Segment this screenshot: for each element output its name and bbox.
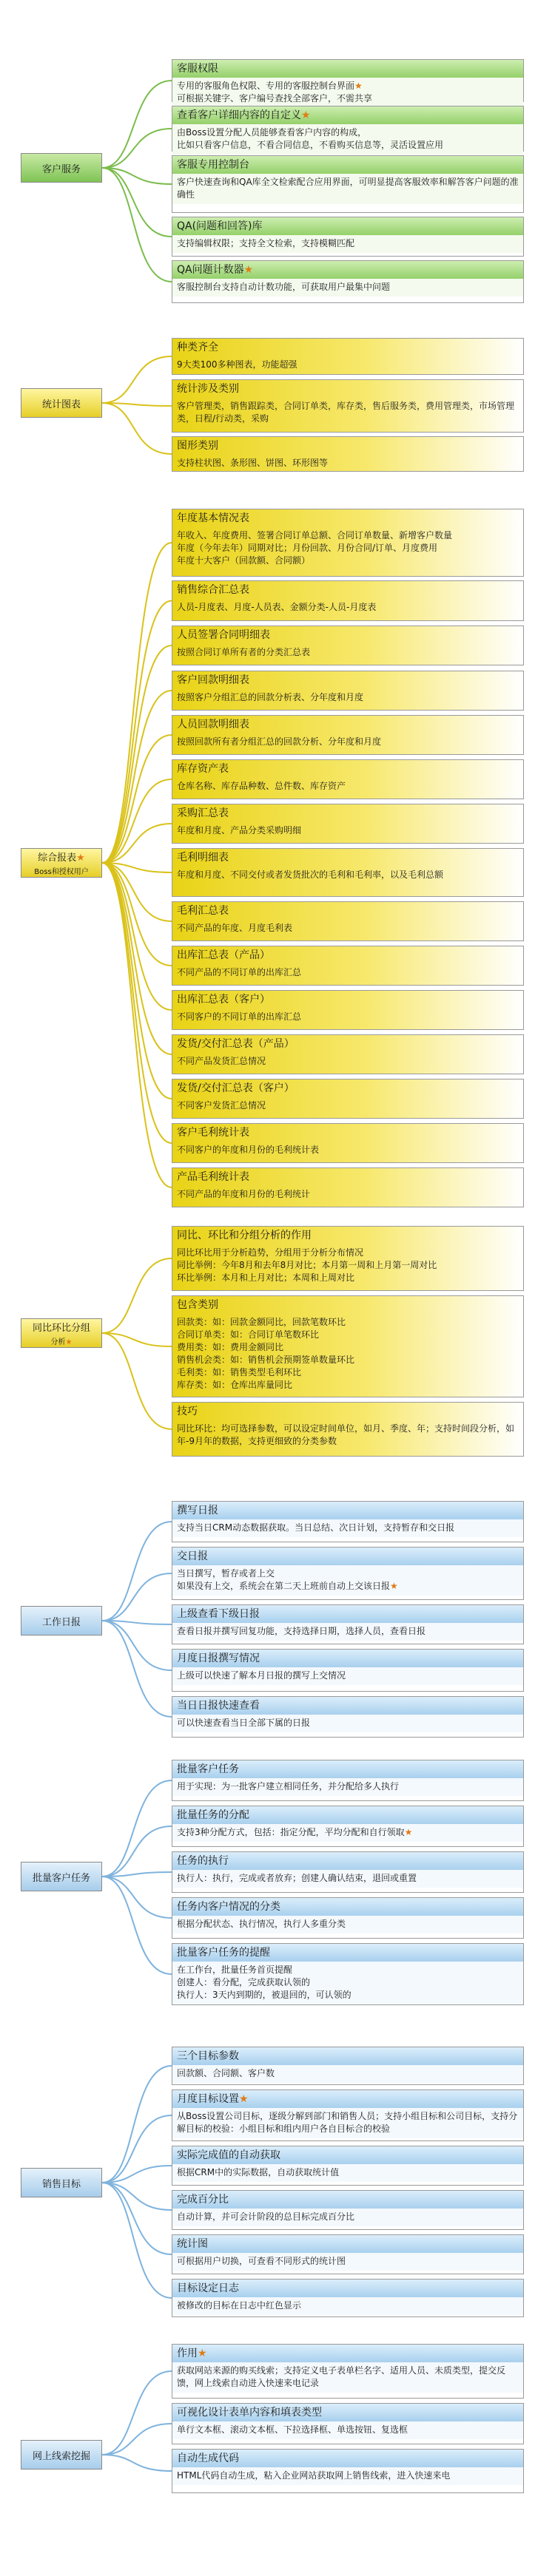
topic-detail: 专用的客服角色权限、专用的客服控制台界面★ 可根据关键字、客户编号查找全部客户，不需共享 — [172, 78, 523, 108]
topic-detail: 不同客户发货汇总情况 — [177, 1100, 266, 1111]
connector-line — [102, 1877, 172, 1974]
topic-node[interactable] — [172, 1402, 524, 1457]
topic-title: 任务内客户情况的分类 — [172, 1898, 523, 1916]
topic-title: 毛利明细表 — [177, 852, 229, 864]
topic-node[interactable] — [172, 990, 524, 1030]
topic-detail: 支持当日CRM动态数据获取。当日总结、次日计划，支持暂存和交日报 — [172, 1519, 523, 1537]
topic-detail: 根据分配状态、执行情况，执行人多重分类 — [172, 1916, 523, 1933]
topic-detail: 在工作台，批量任务首页提醒 创建人：看分配，完成获取认领的 执行人：3天内到期的，被退回的，可认领的 — [172, 1962, 523, 2004]
topic-title: 客户回款明细表 — [177, 674, 249, 686]
topic-title: 出库汇总表（客户） — [177, 994, 270, 1006]
topic-detail: 执行人：执行，完成或者放弃；创建人确认结束，退回或重置 — [172, 1870, 523, 1888]
topic-node[interactable] — [172, 1897, 524, 1939]
topic-node[interactable] — [172, 1034, 524, 1074]
connector-line — [102, 735, 172, 863]
topic-detail: 年度和月度、不同交付或者发货批次的毛利和毛利率，以及毛利总额 — [177, 870, 444, 880]
connector-line — [102, 1621, 172, 1670]
connector-line — [102, 1780, 172, 1877]
topic-node[interactable] — [172, 338, 524, 375]
root-label: 同比环比分组 — [32, 1323, 90, 1334]
root-label: 综合报表★ — [38, 853, 85, 864]
topic-detail: 不同客户的不同订单的出库汇总 — [177, 1011, 302, 1022]
topic-node[interactable] — [172, 671, 524, 711]
topic-detail: 同比环比用于分析趋势，分组用于分析分布情况 同比举例：今年8月和去年8月对比；本月第一周和上月第一周对比 环比举例：本月和上月对比；本周和上周对比 — [177, 1247, 437, 1283]
topic-node[interactable] — [172, 106, 524, 152]
topic-detail: 回款类：如：回款金额同比，回款笔数环比 合同订单类：如：合同订单笔数环比 费用类：如：费用金额同比 销售机会类：如：销售机会预期签单数量环比 毛利类：如：销售类型毛利环比 库存类：如：仓库出库量同比 — [177, 1317, 355, 1390]
topic-detail: 仓库名称、库存品种数、总件数、库存资产 — [177, 781, 346, 791]
topic-node[interactable] — [172, 1943, 524, 2005]
topic-detail: 获取网站来源的购买线索；支持定义电子表单栏名字、适用人员、未质类型，提交反馈，网上线索自动进入快速来电记录 — [172, 2362, 523, 2393]
topic-node[interactable] — [172, 217, 524, 257]
connector-line — [102, 2183, 172, 2254]
topic-detail: 由Boss设置分配人员能够查看客户内容的构成， 比如只看客户信息，不看合同信息，不看购买信息等，灵活设置应用 — [172, 124, 523, 155]
topic-title: 撰写日报 — [172, 1502, 523, 1519]
star-icon: ★ — [354, 81, 363, 91]
topic-node[interactable] — [172, 2449, 524, 2493]
topic-detail: 单行文本框、滚动文本框、下拉选择框、单选按钮、复选框 — [172, 2421, 523, 2439]
topic-title: 批量客户任务 — [172, 1760, 523, 1778]
root-label: 统计图表 — [41, 399, 81, 410]
topic-node[interactable] — [172, 2279, 524, 2317]
topic-detail: 上级可以快速了解本月日报的撰写上交情况 — [172, 1667, 523, 1685]
topic-detail: HTML代码自动生成，粘入企业网站获取网上销售线索，进入快速来电 — [172, 2467, 523, 2485]
root-label: 客户服务 — [41, 163, 81, 175]
connector-line — [102, 863, 172, 1010]
topic-detail: 支持柱状图、条形图、饼图、环形图等 — [177, 458, 329, 468]
topic-node[interactable] — [172, 946, 524, 986]
connector-line — [102, 1522, 172, 1621]
topic-detail: 客服控制台支持自动计数功能，可获取用户最集中问题 — [172, 279, 523, 296]
topic-node[interactable] — [172, 1295, 524, 1397]
topic-title: 人员签署合同明细表 — [177, 629, 270, 641]
root-node[interactable] — [21, 848, 102, 878]
star-icon: ★ — [198, 2348, 207, 2359]
topic-title: 任务的执行 — [172, 1852, 523, 1870]
connector-line — [102, 403, 172, 454]
topic-title: QA(问题和回答)库 — [172, 217, 523, 235]
topic-node[interactable] — [172, 1079, 524, 1119]
topic-detail: 9大类100多种图表，功能超强 — [177, 359, 297, 370]
root-sublabel: Boss和授权用户 — [34, 868, 89, 876]
topic-node[interactable] — [172, 1851, 524, 1893]
topic-detail: 按照回款所有者分组汇总的回款分析、分年度和月度 — [177, 736, 382, 747]
connector-line — [102, 1258, 172, 1333]
topic-node[interactable] — [172, 59, 524, 102]
topic-detail: 不同产品的年度、月度毛利表 — [177, 923, 293, 933]
connector-line — [102, 2371, 172, 2455]
topic-detail: 同比环比：均可选择参数，可以设定时间单位，如月、季度、年；支持时间段分析，如年-9月年的数据，支持更细致的分类参数 — [177, 1423, 515, 1446]
topic-title: 发货/交付汇总表（产品） — [177, 1038, 295, 1050]
topic-detail: 客户快速查询和QA库全文检索配合应用界面，可明显提高客服效率和解答客户问题的准确性 — [172, 174, 523, 204]
topic-title: 发货/交付汇总表（客户） — [177, 1082, 295, 1094]
topic-title: 库存资产表 — [177, 763, 229, 775]
root-node[interactable] — [21, 2168, 102, 2197]
topic-node[interactable] — [172, 1604, 524, 1644]
topic-node[interactable] — [172, 436, 524, 472]
topic-node[interactable] — [172, 1696, 524, 1738]
topic-node[interactable] — [172, 1806, 524, 1847]
topic-node[interactable] — [172, 580, 524, 621]
connector-line — [102, 2424, 172, 2455]
topic-title: 统计图 — [172, 2235, 523, 2253]
star-icon: ★ — [404, 1827, 413, 1837]
topic-title: 统计涉及类别 — [177, 383, 239, 395]
topic-node[interactable] — [172, 2190, 524, 2230]
topic-detail: 年收入、年度费用、签署合同订单总额、合同订单数量、新增客户数量 年度（今年去年）同期对比；月份回款、月份合同/订单、月度费用 年度十大客户（回款额、合同额） — [177, 530, 453, 566]
connector-line — [102, 1333, 172, 1346]
topic-detail: 当日撰写，暂存或者上交 如果没有上交，系统会在第二天上班前自动上交该日报★ — [172, 1565, 523, 1596]
topic-title: 出库汇总表（产品） — [177, 949, 270, 961]
root-node[interactable] — [21, 388, 102, 418]
topic-title: 作用★ — [172, 2345, 523, 2362]
topic-title: 销售综合汇总表 — [177, 584, 249, 596]
topic-node[interactable] — [172, 2047, 524, 2085]
topic-node[interactable] — [172, 379, 524, 433]
topic-title: 图形类别 — [177, 440, 218, 452]
topic-detail: 用于实现：为一批客户建立相同任务，并分配给多人执行 — [172, 1778, 523, 1796]
connector-line — [102, 2455, 172, 2471]
topic-title: 种类齐全 — [177, 342, 218, 353]
topic-title: 客服专用控制台 — [172, 156, 523, 174]
topic-title: 批量任务的分配 — [172, 1806, 523, 1824]
topic-detail: 可以快速查看当日全部下属的日报 — [172, 1715, 523, 1732]
connector-line — [102, 1877, 172, 1918]
topic-node[interactable] — [172, 2234, 524, 2274]
root-node[interactable] — [21, 1862, 102, 1891]
connector-line — [102, 129, 172, 168]
topic-title: 毛利汇总表 — [177, 905, 229, 917]
topic-node[interactable] — [172, 759, 524, 799]
topic-title: QA问题计数器★ — [172, 261, 523, 279]
root-label: 销售目标 — [41, 2178, 81, 2190]
topic-node[interactable] — [172, 2403, 524, 2444]
root-node[interactable] — [21, 153, 102, 183]
root-label: 批量客户任务 — [32, 1872, 90, 1884]
topic-detail: 查看日报并撰写回复功能，支持选择日期，选择人员，查看日报 — [172, 1623, 523, 1641]
topic-title: 当日日报快速查看 — [172, 1697, 523, 1715]
topic-detail: 不同产品的不同订单的出库汇总 — [177, 967, 302, 977]
connector-line — [102, 691, 172, 863]
topic-title: 人员回款明细表 — [177, 719, 249, 731]
star-icon: ★ — [239, 2093, 249, 2105]
topic-title: 月度日报撰写情况 — [172, 1650, 523, 1667]
topic-node[interactable] — [172, 1167, 524, 1207]
topic-node[interactable] — [172, 260, 524, 303]
connector-line — [102, 2066, 172, 2183]
topic-node[interactable] — [172, 1547, 524, 1600]
topic-detail: 不同产品的年度和月份的毛利统计 — [177, 1189, 311, 1199]
topic-detail: 年度和月度、产品分类采购明细 — [177, 825, 302, 835]
topic-detail: 不同客户的年度和月份的毛利统计表 — [177, 1145, 320, 1155]
topic-node[interactable] — [172, 2146, 524, 2186]
topic-detail: 自动计算，并可会计阶段的总目标完成百分比 — [172, 2209, 523, 2226]
topic-title: 完成百分比 — [172, 2191, 523, 2209]
topic-detail: 回款额、合同额、客户数 — [172, 2065, 523, 2083]
root-label: 工作日报 — [41, 1616, 81, 1628]
topic-node[interactable] — [172, 715, 524, 755]
topic-node[interactable] — [172, 804, 524, 844]
star-icon: ★ — [65, 1338, 73, 1346]
topic-node[interactable] — [172, 901, 524, 941]
topic-title: 技巧 — [177, 1406, 198, 1417]
topic-title: 年度基本情况表 — [177, 512, 249, 524]
topic-detail: 按照合同订单所有者的分类汇总表 — [177, 647, 311, 657]
topic-title: 交日报 — [172, 1548, 523, 1565]
topic-title: 自动生成代码 — [172, 2450, 523, 2467]
topic-detail: 可根据用户切换，可查看不同形式的统计图 — [172, 2253, 523, 2271]
topic-node[interactable] — [172, 2089, 524, 2141]
topic-node[interactable] — [172, 1760, 524, 1801]
topic-title: 批量客户任务的提醒 — [172, 1944, 523, 1962]
topic-node[interactable] — [172, 1123, 524, 1163]
topic-title: 可视化设计表单内容和填表类型 — [172, 2404, 523, 2421]
root-node[interactable] — [21, 1606, 102, 1636]
star-icon: ★ — [301, 109, 311, 121]
topic-node[interactable] — [172, 848, 524, 897]
topic-title: 上级查看下级日报 — [172, 1605, 523, 1623]
connector-line — [102, 2183, 172, 2298]
star-icon: ★ — [390, 1581, 398, 1591]
topic-title: 客服权限 — [172, 60, 523, 78]
star-icon: ★ — [76, 853, 85, 864]
topic-detail: 支持编辑权限；支持全文检索，支持模糊匹配 — [172, 235, 523, 253]
connector-line — [102, 81, 172, 168]
topic-title: 三个目标参数 — [172, 2047, 523, 2065]
topic-detail: 客户管理类，销售跟踪类，合同订单类，库存类，售后服务类，费用管理类，市场管理类，日程/行动类，采购 — [177, 401, 515, 424]
topic-title: 包含类别 — [177, 1299, 218, 1311]
topic-title: 实际完成值的自动获取 — [172, 2146, 523, 2164]
topic-detail: 不同产品发货汇总情况 — [177, 1056, 266, 1066]
topic-detail: 从Boss设置公司目标，逐级分解到部门和销售人员；支持小组目标和公司目标，支持分解目标的校验：小组目标和组内用户各自目标合的校验 — [172, 2108, 523, 2138]
topic-detail: 被修改的目标在日志中红色显示 — [172, 2297, 523, 2315]
topic-detail: 按照客户分组汇总的回款分析表、分年度和月度 — [177, 692, 364, 702]
topic-detail: 人员-月度表、月度-人员表、金额分类-人员-月度表 — [177, 602, 377, 612]
topic-node[interactable] — [172, 155, 524, 213]
topic-title: 目标设定日志 — [172, 2280, 523, 2297]
connector-line — [102, 1333, 172, 1429]
topic-title: 月度目标设置★ — [172, 2090, 523, 2108]
topic-title: 客户毛利统计表 — [177, 1127, 249, 1139]
connector-line — [102, 168, 172, 282]
star-icon: ★ — [243, 264, 254, 276]
topic-title: 查看客户详细内容的自定义★ — [172, 106, 523, 124]
topic-detail: 支持3种分配方式，包括：指定分配，平均分配和自行领取★ — [172, 1824, 523, 1842]
topic-node[interactable] — [172, 1226, 524, 1291]
topic-node[interactable] — [172, 1501, 524, 1542]
topic-node[interactable] — [172, 2344, 524, 2399]
topic-node[interactable] — [172, 1649, 524, 1692]
root-sublabel: 分析★ — [50, 1338, 73, 1346]
connector-line — [102, 1573, 172, 1621]
connector-line — [102, 356, 172, 403]
topic-title: 采购汇总表 — [177, 807, 229, 819]
connector-line — [102, 1826, 172, 1877]
topic-title: 同比、环比和分组分析的作用 — [177, 1230, 312, 1241]
topic-title: 产品毛利统计表 — [177, 1171, 249, 1183]
root-label: 网上线索挖掘 — [32, 2450, 90, 2462]
topic-node[interactable] — [172, 509, 524, 577]
root-node[interactable] — [21, 2440, 102, 2470]
topic-node[interactable] — [172, 626, 524, 665]
root-node[interactable] — [21, 1318, 102, 1348]
topic-detail: 根据CRM中的实际数据，自动获取统计值 — [172, 2164, 523, 2182]
